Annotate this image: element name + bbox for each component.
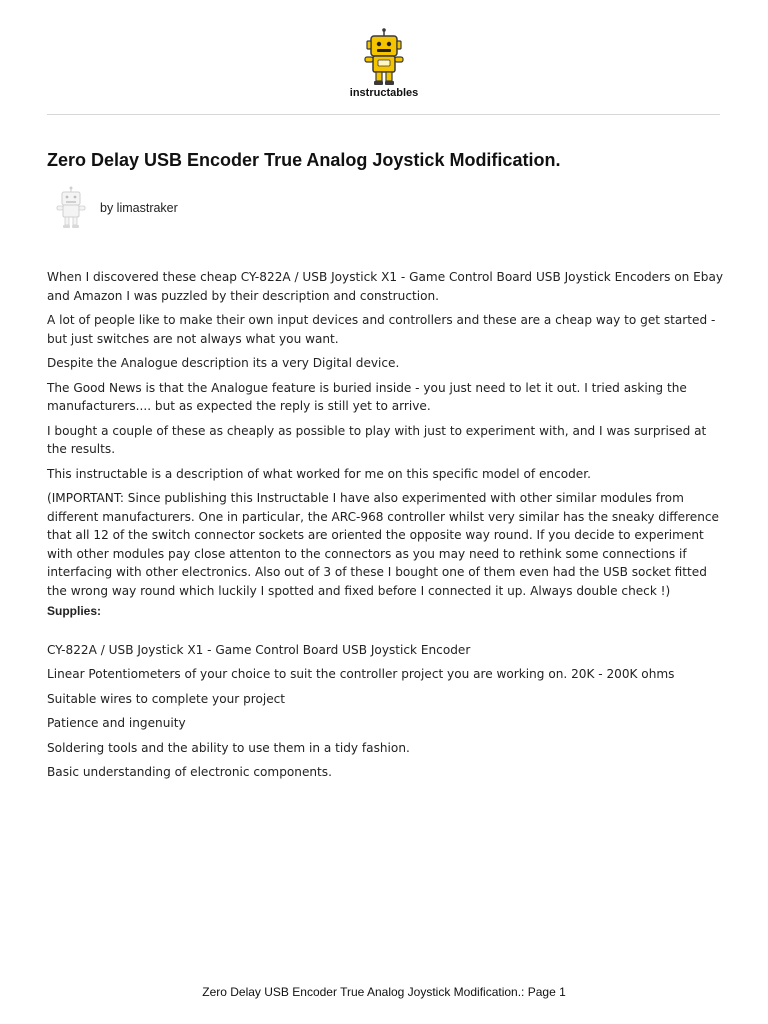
article-title: Zero Delay USB Encoder True Analog Joystick Modification. — [47, 150, 561, 170]
intro-paragraph: When I discovered these cheap CY-822A / USB Joystick X1 - Game Control Board USB Joystick Encoders on Ebay and Amazon I was puzzled by their description and construction. — [47, 270, 724, 303]
important-note-paragraph: (IMPORTANT: Since publishing this Instructable I have also experimented with other similar modules from different manufacturers. One in particular, the ARC-968 controller whilst very similar has the sneaky difference that all 12 of the switch connector sockets are oriented the opposite way round. If you decide to experiment with other modules pay close attenton to the connectors as you may need to rethink some connections if interfacing with other electronics. Also out of 3 of these I bought one of them even had the USB socket fitted the wrong way round which luckily I spotted and fixed before I connected it up. Always double check !) — [47, 491, 719, 598]
author-byline[interactable]: by limastraker — [100, 201, 178, 215]
intro-paragraph: A lot of people like to make their own input devices and controllers and these are a cheap way to get started - but just switches are not always what you want. — [47, 313, 716, 346]
instructables-robot-logo-icon — [361, 28, 407, 86]
supply-item: Soldering tools and the ability to use them in a tidy fashion. — [47, 740, 410, 755]
site-name[interactable]: instructables — [349, 87, 419, 99]
page-footer: Zero Delay USB Encoder True Analog Joystick Modification.: Page 1 — [202, 985, 566, 999]
supply-item: Suitable wires to complete your project — [47, 691, 286, 706]
supply-item: Linear Potentiometers of your choice to suit the controller project you are working on. 20K - 200K ohms — [47, 667, 675, 681]
author-avatar-icon[interactable] — [54, 186, 88, 230]
article-body — [47, 268, 727, 788]
supply-item: Patience and ingenuity — [47, 716, 186, 730]
intro-paragraph: This instructable is a description of what worked for me on this specific model of encoder. — [47, 466, 591, 481]
supplies-heading: Supplies: — [47, 604, 102, 618]
intro-paragraph: Despite the Analogue description its a very Digital device. — [47, 356, 400, 370]
intro-paragraph: I bought a couple of these as cheaply as possible to play with just to experiment with, and I was surprised at the results. — [47, 423, 707, 456]
supply-item: CY-822A / USB Joystick X1 - Game Control Board USB Joystick Encoder — [47, 642, 471, 657]
page-header — [0, 0, 768, 115]
supply-item: Basic understanding of electronic components. — [47, 765, 332, 779]
intro-paragraph: The Good News is that the Analogue feature is buried inside - you just need to let it out. I tried asking the manufacturers.... but as expected the reply is still yet to arrive. — [47, 380, 687, 413]
header-divider — [47, 114, 720, 115]
